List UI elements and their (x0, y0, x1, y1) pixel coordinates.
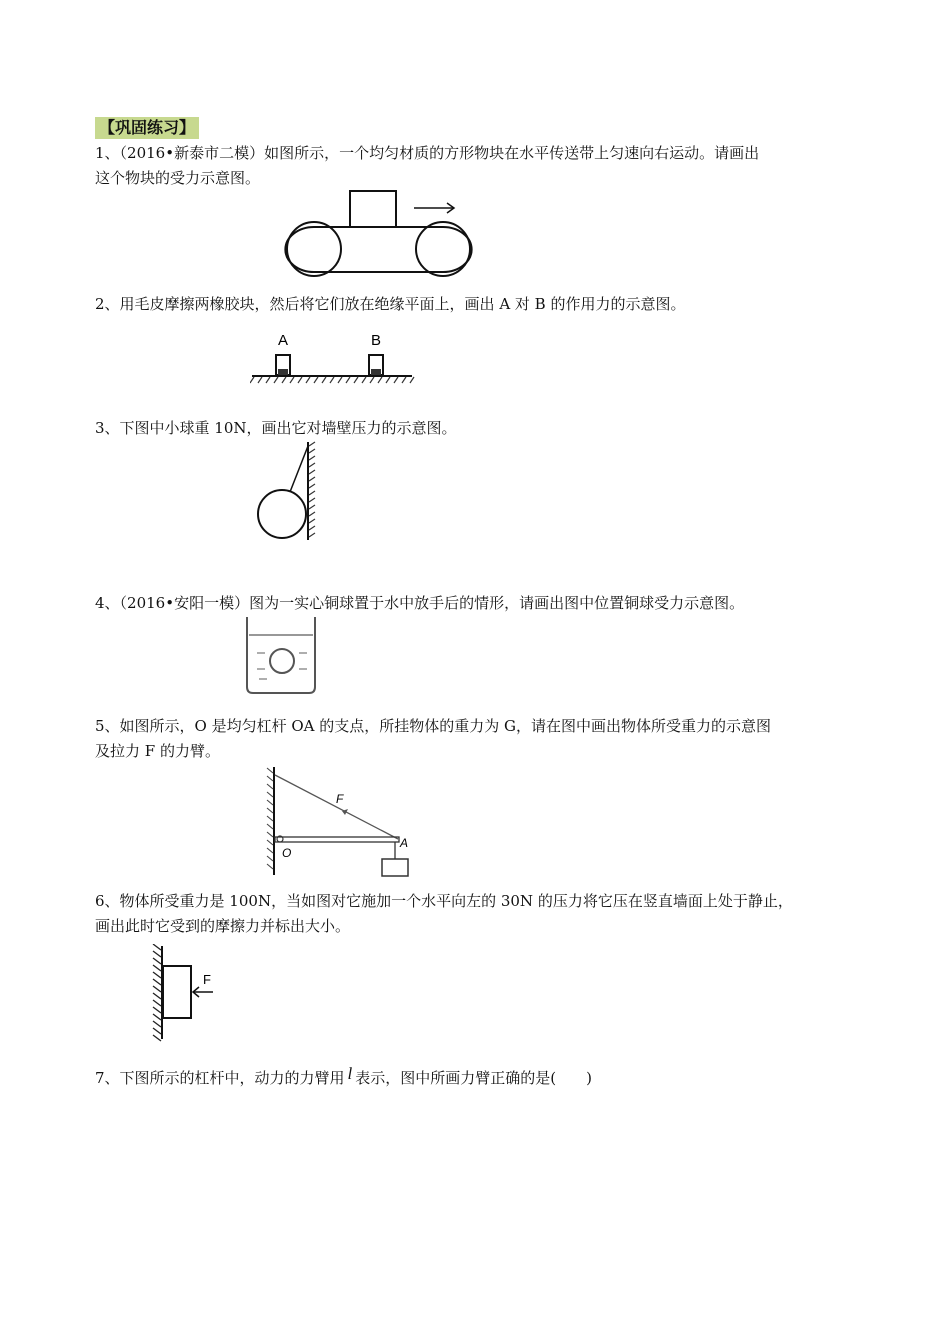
label-o: O (282, 846, 292, 860)
question-7-text-a: 7、下图所示的杠杆中，动力的力臂用 (95, 1069, 345, 1087)
belt (285, 227, 471, 272)
label-b: B (371, 332, 382, 349)
rope (275, 775, 398, 839)
question-5-line-1: 5、如图所示，O 是均匀杠杆 OA 的支点，所挂物体的重力为 G，请在图中画出物体所受重力的示意图 (95, 717, 772, 735)
right-roller (416, 222, 470, 276)
block (163, 966, 191, 1018)
question-3-line-1: 3、下图中小球重 10N，画出它对墙壁压力的示意图。 (95, 419, 457, 437)
question-4-line-1: 4、（2016•安阳一模）图为一实心铜球置于水中放手后的情形，请画出图中位置铜球受力示意图。 (95, 594, 745, 612)
section-title: 【巩固练习】 (95, 117, 199, 139)
beaker-diagram (243, 615, 323, 697)
block-wall-diagram (145, 944, 225, 1042)
question-7-line-1 (95, 1066, 592, 1090)
copper-ball (270, 649, 294, 673)
left-roller (287, 222, 341, 276)
block (350, 191, 396, 227)
lever-diagram (262, 765, 422, 880)
question-7-text-b: 表示，图中所画力臂正确的是( ) (355, 1069, 592, 1087)
label-a: A (278, 332, 289, 349)
question-5-line-2: 及拉力 F 的力臂。 (95, 742, 220, 760)
hanging-object (382, 859, 408, 876)
conveyor-belt-diagram (284, 188, 474, 280)
ball-wall-diagram (255, 440, 325, 545)
rubber-blocks-diagram (250, 325, 415, 391)
beaker (247, 617, 315, 693)
string (290, 446, 308, 492)
question-6-line-1: 6、物体所受重力是 100N，当如图对它施加一个水平向左的 30N 的压力将它压在竖直墙面上处于静止， (95, 892, 793, 910)
label-a: A (400, 836, 409, 850)
question-1-line-1: 1、（2016•新泰市二模）如图所示，一个均匀材质的方形物块在水平传送带上匀速向右运动。请画出 (95, 144, 760, 162)
question-1-line-2: 这个物块的受力示意图。 (95, 169, 261, 187)
lever-oa (275, 837, 399, 842)
label-f: F (336, 792, 344, 806)
question-6-line-2: 画出此时它受到的摩擦力并标出大小。 (95, 917, 351, 935)
ball (258, 490, 306, 538)
lever-arm-symbol: l (347, 1064, 353, 1083)
label-f: F (203, 972, 211, 987)
question-2-line-1: 2、用毛皮摩擦两橡胶块，然后将它们放在绝缘平面上，画出 A 对 B 的作用力的示意图。 (95, 295, 686, 313)
